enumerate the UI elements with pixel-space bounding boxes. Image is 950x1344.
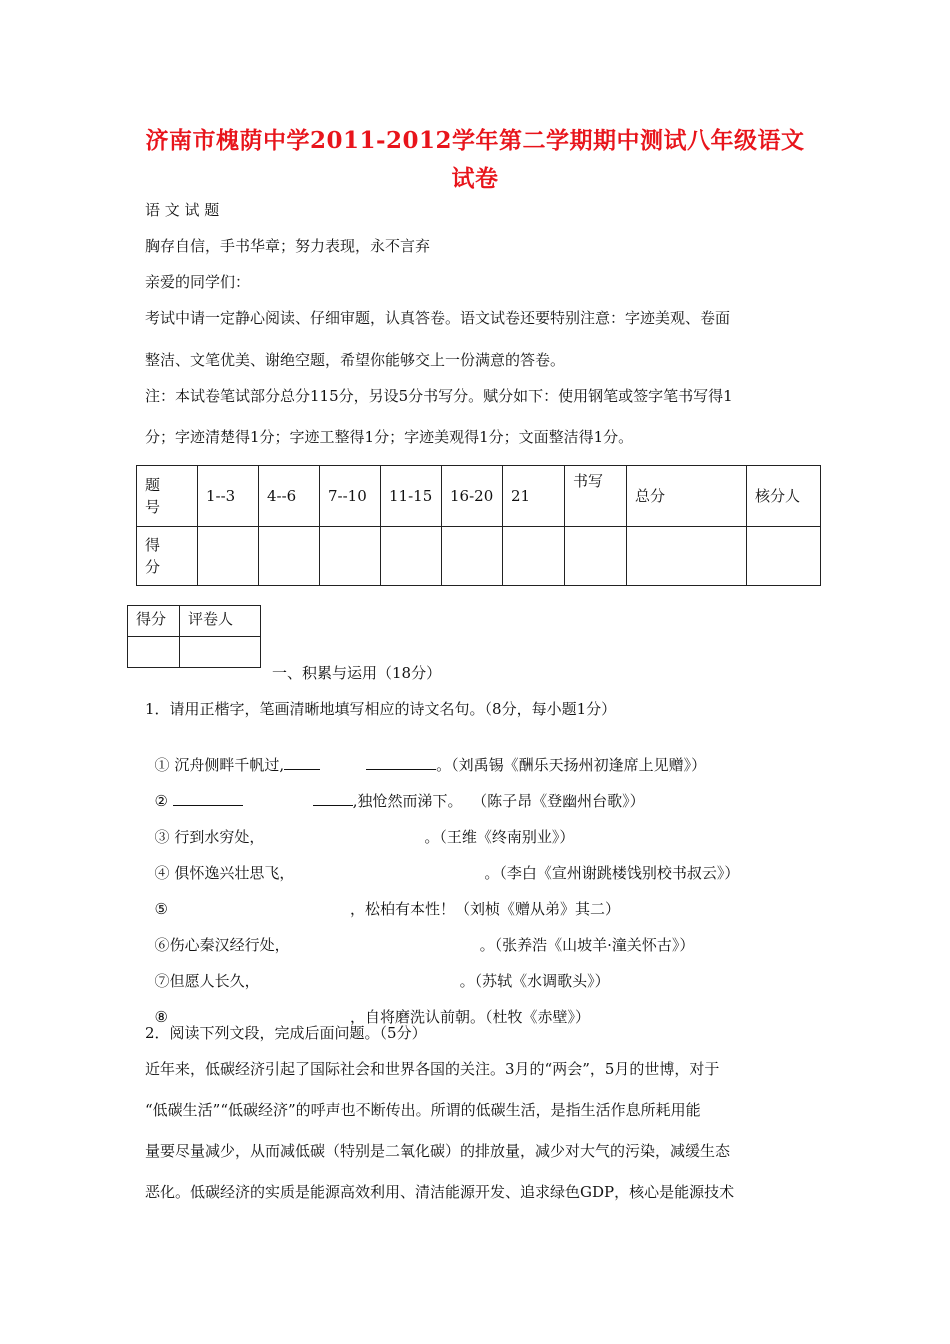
instructions-line2: 整洁、文笔优美、谢绝空题，希望你能够交上一份满意的答卷。 [145, 351, 566, 369]
greeting: 亲爱的同学们： [145, 273, 251, 291]
answer-blank[interactable] [173, 791, 243, 806]
score-header-writing: 书写 [565, 466, 627, 527]
passage-line: 量要尽量减少，从而减低碳（特别是二氧化碳）的排放量，减少对大气的污染，减缓生态 [145, 1142, 731, 1160]
score-cell[interactable] [198, 527, 259, 586]
answer-blank[interactable] [366, 755, 436, 770]
score-table [136, 465, 821, 586]
note-line2: 分；字迹清楚得1分；字迹工整得1分；字迹美观得1分；文面整洁得1分。 [145, 428, 634, 446]
item-suffix: 。（王维《终南别业》） [424, 828, 575, 846]
passage-line: 恶化。低碳经济的实质是能源高效利用、清洁能源开发、追求绿色GDP，核心是能源技术 [145, 1183, 735, 1201]
subject-heading: 语 文 试 题 [145, 201, 220, 219]
answer-blank[interactable] [284, 755, 320, 770]
score-cell[interactable] [627, 527, 747, 586]
exam-title-line2: 试卷 [451, 165, 499, 192]
grader-table [127, 605, 261, 668]
poem-item-8 [145, 987, 590, 1027]
item-suffix: 。（刘禹锡《酬乐天扬州初逢席上见赠》） [436, 756, 707, 774]
exam-title-line1: 济南市槐荫中学2011-2012学年第二学期期中测试八年级语文 [145, 127, 805, 154]
score-header-16-20: 16-20 [442, 466, 503, 527]
grader-score-label: 得分 [128, 606, 180, 637]
item-suffix: ，自将磨洗认前朝。（杜牧《赤壁》） [350, 1008, 591, 1026]
score-header-checker: 核分人 [747, 466, 821, 527]
poem-item-7 [145, 951, 610, 991]
item-suffix: ,独怆然而涕下。 （陈子昂《登幽州台歌》） [352, 792, 645, 810]
item-prefix: 伤心秦汉经行处， [169, 936, 290, 954]
score-header-question: 题号 [137, 466, 198, 527]
passage-line: “低碳生活”“低碳经济”的呼声也不断传出。所谓的低碳生活，是指生活作息所耗用能 [145, 1101, 701, 1119]
score-cell[interactable] [747, 527, 821, 586]
score-header-21: 21 [503, 466, 565, 527]
score-header-4-6: 4--6 [259, 466, 320, 527]
item-prefix: 俱怀逸兴壮思飞， [169, 864, 295, 882]
item-number: ⑥ [154, 936, 170, 954]
question2-prompt: 2．阅读下列文段，完成后面问题。（5分） [145, 1024, 427, 1042]
motto: 胸存自信，手书华章；努力表现，永不言弃 [145, 237, 431, 255]
note-line1: 注：本试卷笔试部分总分115分，另设5分书写分。赋分如下：使用钢笔或签字笔书写得1 [145, 387, 733, 405]
score-cell[interactable] [381, 527, 442, 586]
poem-item-3 [145, 807, 574, 847]
instructions-line1: 考试中请一定静心阅读、仔细审题，认真答卷。语文试卷还要特别注意：字迹美观、卷面 [145, 309, 731, 327]
item-prefix: 但愿人长久， [169, 972, 260, 990]
item-prefix: 沉舟侧畔千帆过, [169, 756, 285, 774]
score-cell[interactable] [565, 527, 627, 586]
score-cell[interactable] [259, 527, 320, 586]
score-cell[interactable] [320, 527, 381, 586]
item-suffix: 。（张养浩《山坡羊·潼关怀古》） [479, 936, 695, 954]
item-number: ② [154, 792, 168, 810]
score-header-total: 总分 [627, 466, 747, 527]
item-number: ⑦ [154, 972, 170, 990]
poem-item-2 [145, 771, 645, 811]
section1-heading: 一、积累与运用（18分） [272, 664, 442, 682]
item-number: ⑧ [154, 1008, 168, 1026]
poem-item-5 [145, 879, 620, 919]
item-number: ④ [154, 864, 170, 882]
grader-name-label: 评卷人 [180, 606, 261, 637]
score-row-label: 得分 [137, 527, 198, 586]
item-number: ③ [154, 828, 170, 846]
poem-item-1 [145, 735, 706, 775]
score-cell[interactable] [442, 527, 503, 586]
score-header-1-3: 1--3 [198, 466, 259, 527]
answer-blank[interactable] [313, 791, 353, 806]
item-suffix: ，松柏有本性！（刘桢《赠从弟》其二） [350, 900, 621, 918]
item-suffix: 。（李白《宣州谢跳楼饯别校书叔云》） [484, 864, 740, 882]
grader-score-cell[interactable] [128, 637, 180, 668]
score-header-7-10: 7--10 [320, 466, 381, 527]
item-number: ⑤ [154, 900, 168, 918]
score-cell[interactable] [503, 527, 565, 586]
item-prefix: 行到水穷处， [169, 828, 265, 846]
item-number: ① [154, 756, 170, 774]
item-suffix: 。（苏轼《水调歌头》） [459, 972, 610, 990]
passage-line: 近年来，低碳经济引起了国际社会和世界各国的关注。3月的“两会”，5月的世博，对于 [145, 1060, 720, 1078]
score-header-11-15: 11-15 [381, 466, 442, 527]
poem-item-6 [145, 915, 694, 955]
poem-item-4 [145, 843, 739, 883]
question1-prompt: 1．请用正楷字，笔画清晰地填写相应的诗文名句。（8分，每小题1分） [145, 700, 617, 718]
grader-name-cell[interactable] [180, 637, 261, 668]
